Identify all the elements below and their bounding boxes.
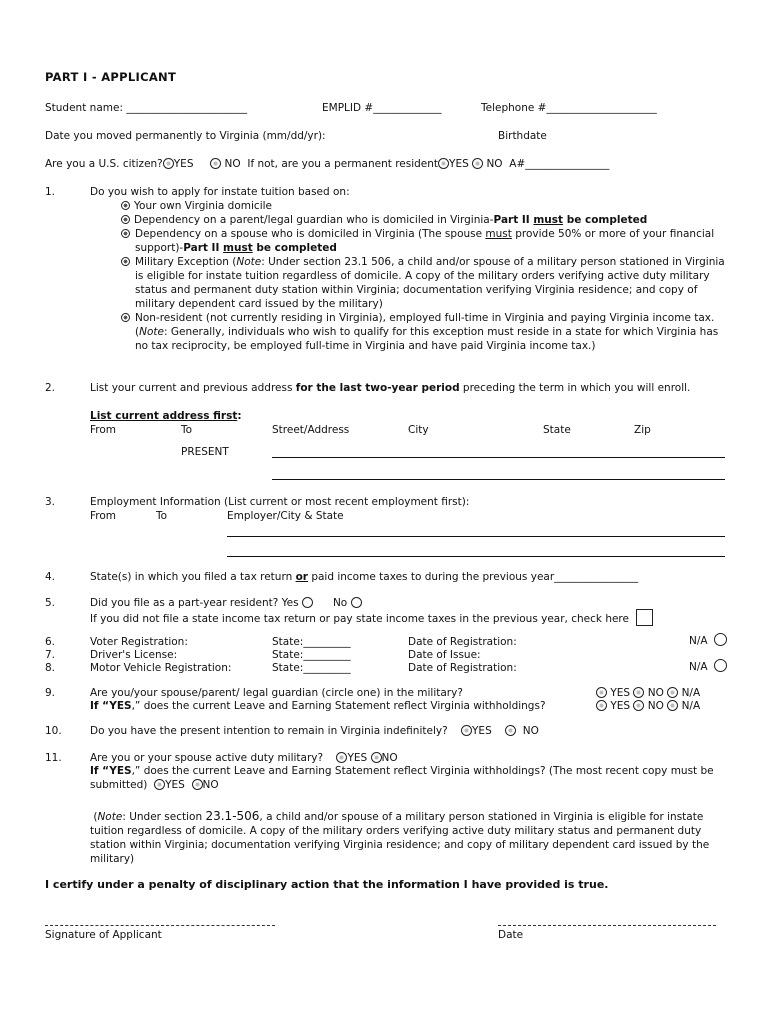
q1-option-4-note: Note <box>236 256 262 268</box>
perm-res-yes-radio[interactable] <box>438 158 449 169</box>
option-bullet-icon[interactable] <box>121 215 130 224</box>
q2-col-to: To <box>181 424 193 436</box>
student-name-field[interactable]: Student name: _______________________ <box>45 102 248 114</box>
perm-res-no-radio[interactable] <box>472 158 483 169</box>
q3-col-from: From <box>90 510 117 522</box>
drivers-license-label: Driver's License: <box>90 649 178 661</box>
q3-text: Employment Information (List current or most recent employment first): <box>90 496 470 508</box>
q8-number: 8. <box>45 662 56 674</box>
motor-state-field[interactable]: State:_________ <box>272 662 351 674</box>
q1-option-3-text <box>135 227 725 255</box>
note-section: 23.1-506 <box>205 809 260 823</box>
q10-question: Do you have the present intention to remain in Virginia indefinitely? <box>90 725 448 737</box>
q2-col-from: From <box>90 424 117 436</box>
q9-les-na-label: N/A <box>681 700 701 712</box>
q2-number: 2. <box>45 382 56 394</box>
q1-option-2-text: Dependency on a parent/legal guardian who is domiciled in Virginia- <box>134 214 494 226</box>
date-moved-field[interactable]: Date you moved permanently to Virginia (mm/dd/yr): <box>45 130 326 142</box>
certification-statement: I certify under a penalty of disciplinary action that the information I have provided is true. <box>45 878 609 891</box>
option-bullet-icon[interactable] <box>121 201 130 210</box>
license-date-label[interactable]: Date of Issue: <box>408 649 481 661</box>
q9-number: 9. <box>45 687 56 699</box>
q2-present: PRESENT <box>181 446 229 458</box>
perm-res-no-label: NO <box>486 158 503 170</box>
q5-number: 5. <box>45 597 56 609</box>
date-label: Date <box>498 929 524 941</box>
q1-option-3-part-ii: Part II <box>183 242 224 254</box>
q9-options-row-2 <box>596 699 700 713</box>
option-bullet-icon[interactable] <box>121 257 130 266</box>
note-text-b: , a child and/or spouse of a military person stationed in Virginia is eligible for instate tuition regardless of domicile. A copy of the military orders verifying active duty military status and permanent duty station within Virginia; documentation verifying Virginia residence; and copy of military dependent card issued by the military) <box>90 811 710 865</box>
q11-followup <box>90 764 730 792</box>
part-title: PART I - APPLICANT <box>45 70 177 84</box>
perm-res-yes-label: YES <box>449 158 469 170</box>
citizen-yes-radio[interactable] <box>163 158 174 169</box>
address-line-2[interactable] <box>272 479 725 480</box>
q9-options-row-1 <box>596 686 700 700</box>
q9-followup-text: ,” does the current Leave and Earning Statement reflect Virginia withholdings? <box>131 700 546 712</box>
q5-check-row <box>90 609 653 626</box>
q6-na-label: N/A <box>689 635 708 647</box>
q2-list-first-label: List current address first <box>90 410 238 422</box>
q11-yes-radio[interactable] <box>336 752 347 763</box>
q1-question: Do you wish to apply for instate tuition based on: <box>90 186 350 198</box>
q1-option-4-text <box>135 255 725 311</box>
birthdate-field[interactable]: Birthdate <box>498 130 547 142</box>
q1-option-5-note: Note <box>139 326 164 338</box>
q9-if-yes: If “YES <box>90 700 132 712</box>
q1-option-5-b: : Generally, individuals who wish to qualify for this exception must reside in a state for which Virginia has no tax reciprocity, be employed full-time in Virginia and have paid Virginia income tax.) <box>135 326 719 352</box>
q11-les-yes-label: YES <box>165 779 185 791</box>
q11-les-no-label: NO <box>202 779 219 791</box>
q5-no-radio[interactable] <box>351 597 362 608</box>
q10-yes-label: YES <box>472 725 492 737</box>
q10-no-label: NO <box>522 725 539 737</box>
q10-number: 10. <box>45 725 62 737</box>
q6-number: 6. <box>45 636 56 648</box>
q11-number: 11. <box>45 752 62 764</box>
q9-na-label: N/A <box>681 687 701 699</box>
employment-line-2[interactable] <box>227 556 725 557</box>
q10-row <box>90 724 539 738</box>
q11-if-yes: If “YES <box>90 765 132 777</box>
q1-number: 1. <box>45 186 56 198</box>
q9-les-no-radio[interactable] <box>633 700 644 711</box>
q9-les-yes-radio[interactable] <box>596 700 607 711</box>
q4-text[interactable] <box>90 570 638 584</box>
q5-checkbox[interactable] <box>636 609 653 626</box>
perm-res-question: If not, are you a permanent resident <box>247 158 439 170</box>
citizen-no-label: NO <box>224 158 241 170</box>
voter-date-label[interactable]: Date of Registration: <box>408 636 517 648</box>
q11-les-yes-radio[interactable] <box>154 779 165 790</box>
q11-no-label: NO <box>381 752 398 764</box>
q4-number: 4. <box>45 571 56 583</box>
q9-question: Are you/your spouse/parent/ legal guardian (circle one) in the military? <box>90 687 463 699</box>
q6-na-option <box>689 633 727 648</box>
q1-option-3-must-bold: must <box>223 242 253 254</box>
q11-question: Are you or your spouse active duty military? <box>90 752 324 764</box>
note-open-paren: ( <box>93 811 98 823</box>
q1-option-nonresident[interactable] <box>121 311 134 325</box>
citizen-row <box>45 157 609 171</box>
signature-line[interactable] <box>45 925 275 926</box>
q11-followup-text: ,” does the current Leave and Earning Statement reflect Virginia withholdings? (The most recent copy must be submitted) <box>90 765 714 791</box>
q1-option-3-completed: be completed <box>252 242 337 254</box>
q8-na-option <box>689 659 727 674</box>
q9-les-yes-label: YES <box>610 700 631 712</box>
q1-option-5-text <box>135 311 725 353</box>
q2-list-first-colon: : <box>237 410 242 422</box>
q1-option-military[interactable] <box>121 255 134 269</box>
address-line-1[interactable] <box>272 457 725 458</box>
q1-option-spouse[interactable] <box>121 227 134 241</box>
q4-text-a: State(s) in which you filed a tax return <box>90 571 296 583</box>
q11-yes-label: YES <box>347 752 368 764</box>
q2-list-first <box>90 409 242 423</box>
q8-na-radio[interactable] <box>714 659 727 672</box>
q1-option-2-must: must <box>533 214 564 226</box>
q9-yes-radio[interactable] <box>596 687 607 698</box>
q7-number: 7. <box>45 649 56 661</box>
motor-date-label[interactable]: Date of Registration: <box>408 662 517 674</box>
q6-na-radio[interactable] <box>714 633 727 646</box>
q1-option-5-a: Non-resident (not currently residing in Virginia), employed full-time in Virginia and paying Virginia income tax. ( <box>135 312 715 338</box>
q1-option-own-domicile[interactable] <box>121 199 272 213</box>
q1-option-3-c: provide 50% or more of your financial support)- <box>135 228 715 254</box>
employment-line-1[interactable] <box>227 536 725 537</box>
military-note <box>90 809 730 866</box>
license-state-field[interactable]: State:_________ <box>272 649 351 661</box>
signature-label: Signature of Applicant <box>45 929 162 941</box>
voter-registration-label: Voter Registration: <box>90 636 188 648</box>
date-line[interactable] <box>498 925 716 926</box>
emplid-field[interactable]: EMPLID #_____________ <box>322 102 442 114</box>
q3-col-employer: Employer/City & State <box>227 510 344 522</box>
q11-les-no-radio[interactable] <box>192 779 203 790</box>
citizen-no-radio[interactable] <box>210 158 221 169</box>
q5-no-label: No <box>332 597 348 609</box>
q4-text-c: paid income taxes to during the previous year________________ <box>307 571 639 583</box>
q2-text-period: for the last two-year period <box>295 382 460 394</box>
q2-col-city: City <box>408 424 429 436</box>
q5-question: Did you file as a part-year resident? Yes <box>90 597 299 609</box>
q4-text-or: or <box>295 571 308 583</box>
telephone-field[interactable]: Telephone #_____________________ <box>481 102 657 114</box>
q2-col-state: State <box>543 424 571 436</box>
q5-part-year-row <box>90 596 362 610</box>
motor-vehicle-label: Motor Vehicle Registration: <box>90 662 232 674</box>
q9-les-na-radio[interactable] <box>667 700 678 711</box>
q9-na-radio[interactable] <box>667 687 678 698</box>
voter-state-field[interactable]: State:_________ <box>272 636 351 648</box>
q9-les-no-label: NO <box>647 700 664 712</box>
citizen-yes-label: YES <box>173 158 194 170</box>
q1-option-1-label: Your own Virginia domicile <box>134 200 272 212</box>
q2-col-street: Street/Address <box>272 424 350 436</box>
q5-yes-radio[interactable] <box>302 597 313 608</box>
option-bullet-icon[interactable] <box>121 313 130 322</box>
q1-option-4-a: Military Exception ( <box>135 256 237 268</box>
q1-option-3-must: must <box>485 228 512 240</box>
q2-text-a: List your current and previous address <box>90 382 296 394</box>
option-bullet-icon[interactable] <box>121 229 130 238</box>
q5-check-text: If you did not file a state income tax return or pay state income taxes in the previous year, check here <box>90 613 629 625</box>
note-text-a: : Under section <box>122 811 206 823</box>
q2-text-c: preceding the term in which you will enroll. <box>459 382 691 394</box>
q9-yes-label: YES <box>610 687 631 699</box>
a-number-field[interactable]: A#________________ <box>509 158 610 170</box>
q1-option-4-b: : Under section 23.1 506, a child and/or spouse of a military person stationed in Virginia is eligible for instate tuition regardless of domicile. A copy of the military orders verifying active duty military status and permanent duty station within Virginia; documentation verifying Virginia residence; and copy of military dependent card issued by the military) <box>135 256 725 310</box>
q2-col-zip: Zip <box>634 424 651 436</box>
q9-no-label: NO <box>647 687 664 699</box>
q10-yes-radio[interactable] <box>461 725 472 736</box>
q3-number: 3. <box>45 496 56 508</box>
q1-option-2-completed: be completed <box>563 214 648 226</box>
note-label: Note <box>97 811 123 823</box>
q1-option-2-part-ii: Part II <box>493 214 534 226</box>
q3-col-to: To <box>156 510 168 522</box>
q1-option-parent[interactable] <box>121 213 647 227</box>
q11-no-radio[interactable] <box>371 752 382 763</box>
q2-text <box>90 381 720 395</box>
q9-followup <box>90 699 546 713</box>
q11-row <box>90 751 398 765</box>
q10-no-radio[interactable] <box>505 725 516 736</box>
q8-na-label: N/A <box>689 661 708 673</box>
q9-no-radio[interactable] <box>633 687 644 698</box>
citizen-question: Are you a U.S. citizen? <box>45 158 163 170</box>
q1-option-3-a: Dependency on a spouse who is domiciled in Virginia (The spouse <box>135 228 486 240</box>
